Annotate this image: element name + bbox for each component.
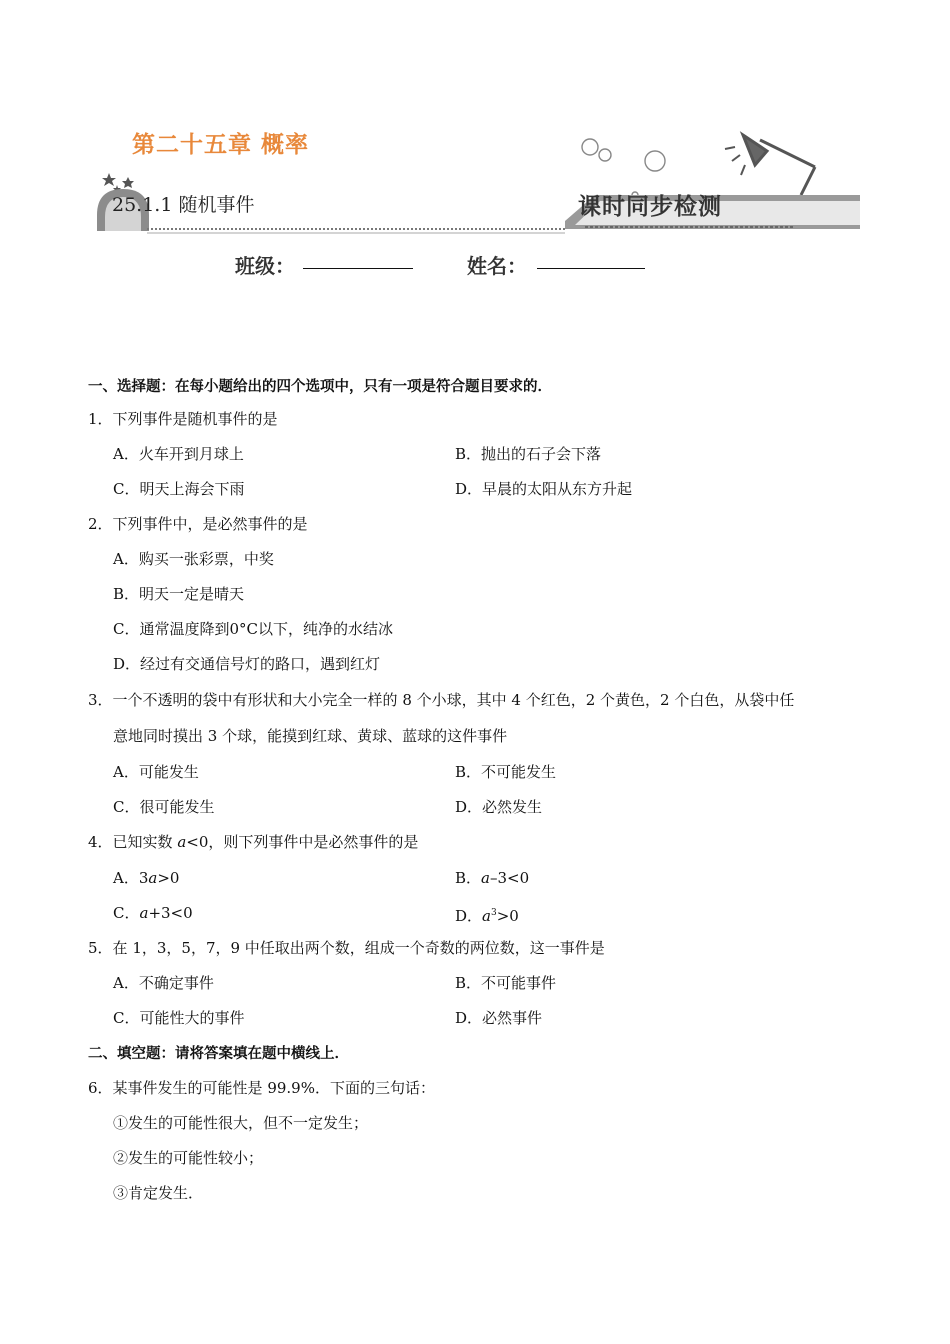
- question-stem: 下列事件中，是必然事件的是: [112, 515, 308, 533]
- q6-statement-1: ①发生的可能性很大，但不一定发生；: [113, 1114, 369, 1132]
- option-text: C．: [113, 904, 140, 922]
- series-title: 课时同步检测: [578, 193, 722, 220]
- q3-option-d[interactable]: D．必然发生: [455, 798, 543, 816]
- q4-option-d[interactable]: [455, 903, 519, 926]
- header-banner-graphic: [95, 125, 865, 237]
- option-text: >0: [157, 869, 180, 887]
- question-4: [88, 832, 418, 852]
- q3-option-c[interactable]: C．很可能发生: [113, 798, 215, 816]
- question-stem: 一个不透明的袋中有形状和大小完全一样的 8 个小球，其中 4 个红色，2 个黄色，2 个白色，从袋中任: [112, 691, 795, 709]
- variable-a: a: [177, 833, 187, 851]
- part2-heading: 二、填空题：请将答案填在题中横线上．: [88, 1046, 349, 1062]
- q2-option-c[interactable]: C．通常温度降到0°C以下，纯净的水结冰: [113, 620, 393, 638]
- q1-option-c[interactable]: C．明天上海会下雨: [113, 480, 245, 498]
- question-2: [88, 514, 308, 534]
- question-stem-end: <0，则下列事件中是必然事件的是: [186, 833, 419, 851]
- name-label: 姓名：: [467, 254, 527, 278]
- name-input-line[interactable]: [537, 268, 645, 269]
- question-stem: 在 1，3，5，7，9 中任取出两个数，组成一个奇数的两位数，这一事件是: [112, 939, 605, 957]
- option-text: –3<0: [489, 869, 530, 887]
- q2-option-b[interactable]: B．明天一定是晴天: [113, 585, 245, 603]
- question-stem: 已知实数: [112, 833, 178, 851]
- section-label: 25.1.1 随机事件: [112, 194, 255, 216]
- q5-option-a[interactable]: A．不确定事件: [113, 974, 214, 992]
- q4-option-a[interactable]: [113, 868, 179, 888]
- q1-option-d[interactable]: D．早晨的太阳从东方升起: [455, 480, 633, 498]
- question-number: 6．: [88, 1079, 113, 1097]
- q2-option-a[interactable]: A．购买一张彩票，中奖: [113, 550, 274, 568]
- variable-a: a: [139, 904, 149, 922]
- part1-heading: 一、选择题：在每小题给出的四个选项中，只有一项是符合题目要求的．: [88, 379, 552, 395]
- q1-option-b[interactable]: B．抛出的石子会下落: [455, 445, 602, 463]
- question-6: [88, 1078, 435, 1098]
- q3-option-a[interactable]: A．可能发生: [113, 763, 199, 781]
- chapter-title: 第二十五章 概率: [132, 132, 310, 158]
- q5-option-d[interactable]: D．必然事件: [455, 1009, 543, 1027]
- option-text: B．: [455, 869, 482, 887]
- q6-statement-2: ②发生的可能性较小；: [113, 1149, 264, 1167]
- question-3-continuation: 意地同时摸出 3 个球，能摸到红球、黄球、蓝球的这件事件: [113, 727, 508, 745]
- question-3: [88, 690, 794, 710]
- option-text: A．3: [113, 869, 149, 887]
- q4-option-c[interactable]: [113, 903, 193, 923]
- question-number: 2．: [88, 515, 113, 533]
- q5-option-c[interactable]: C．可能性大的事件: [113, 1009, 245, 1027]
- question-number: 4．: [88, 833, 113, 851]
- question-number: 1．: [88, 410, 113, 428]
- q5-option-b[interactable]: B．不可能事件: [455, 974, 557, 992]
- q1-option-a[interactable]: A．火车开到月球上: [113, 445, 244, 463]
- q4-option-b[interactable]: [455, 868, 529, 888]
- question-stem: 某事件发生的可能性是 99.9%．下面的三句话：: [112, 1079, 435, 1097]
- exponent: 3: [490, 908, 497, 918]
- question-5: [88, 938, 605, 958]
- class-input-line[interactable]: [303, 268, 413, 269]
- q3-option-b[interactable]: B．不可能发生: [455, 763, 557, 781]
- variable-a: a: [481, 869, 490, 887]
- q2-option-d[interactable]: D．经过有交通信号灯的路口，遇到红灯: [113, 655, 381, 673]
- class-label: 班级：: [235, 254, 295, 278]
- option-text: +3<0: [148, 904, 193, 922]
- desk-lamp-icon: [725, 135, 815, 195]
- q6-statement-3: ③肯定发生．: [113, 1184, 204, 1202]
- option-text: >0: [496, 907, 519, 925]
- question-number: 3．: [88, 691, 113, 709]
- question-number: 5．: [88, 939, 113, 957]
- variable-a: a: [148, 869, 158, 887]
- variable-a: a: [482, 907, 491, 925]
- question-1: [88, 409, 278, 429]
- option-text: D．: [455, 907, 483, 925]
- question-stem: 下列事件是随机事件的是: [112, 410, 278, 428]
